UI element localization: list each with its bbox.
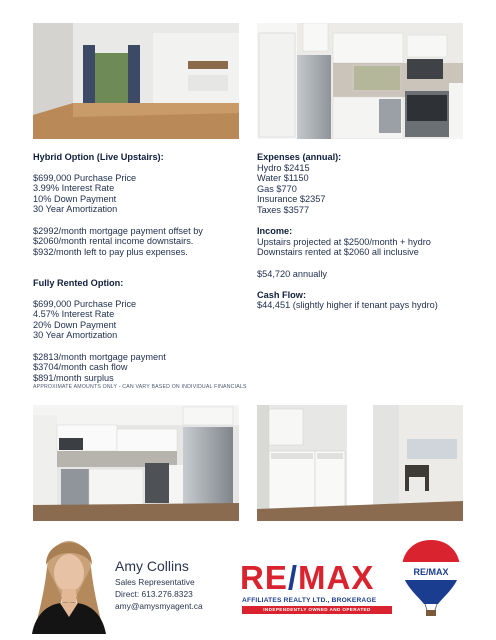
- basement-kitchen-photo: [33, 405, 239, 521]
- hybrid-line: 30 Year Amortization: [33, 204, 118, 215]
- agent-email[interactable]: amy@amysmyagent.ca: [115, 601, 203, 611]
- logo-max: MAX: [298, 559, 375, 596]
- income-annual: $54,720 annually: [257, 268, 327, 279]
- expense-line: Water $1150: [257, 173, 309, 184]
- income-line: Downstairs rented at $2060 all inclusive: [257, 247, 419, 258]
- rented-line: 30 Year Amortization: [33, 330, 118, 341]
- hybrid-line: 10% Down Payment: [33, 193, 117, 204]
- laundry-photo: [257, 405, 463, 521]
- rented-note: $891/month surplus: [33, 372, 114, 383]
- rented-line: 20% Down Payment: [33, 319, 117, 330]
- income-line: Upstairs projected at $2500/month + hydro: [257, 236, 431, 247]
- agent-name: Amy Collins: [115, 558, 189, 574]
- remax-logo: [240, 560, 392, 615]
- hybrid-note: $2060/month rental income downstairs.: [33, 236, 194, 247]
- hybrid-note: $2992/month mortgage payment offset by: [33, 225, 203, 236]
- hybrid-line: $699,000 Purchase Price: [33, 172, 137, 183]
- logo-re: RE: [240, 559, 288, 596]
- expense-line: Insurance $2357: [257, 194, 326, 205]
- balloon-text: RE/MAX: [413, 567, 449, 577]
- expense-line: Taxes $3577: [257, 204, 310, 215]
- expense-line: Gas $770: [257, 183, 297, 194]
- hybrid-heading: Hybrid Option (Live Upstairs):: [33, 152, 164, 162]
- rented-line: $699,000 Purchase Price: [33, 298, 137, 309]
- disclaimer: APPROXIMATE AMOUNTS ONLY - CAN VARY BASED ON INDIVIDUAL FINANCIALS: [33, 384, 247, 390]
- hot-air-balloon-logo: [400, 538, 462, 618]
- cashflow-heading: Cash Flow:: [257, 289, 307, 300]
- agent-title: Sales Representative: [115, 577, 195, 587]
- brokerage-name: AFFILIATES REALTY LTD., BROKERAGE: [242, 597, 377, 604]
- rented-heading: Fully Rented Option:: [33, 278, 124, 288]
- rented-line: 4.57% Interest Rate: [33, 309, 115, 320]
- rented-section: [33, 278, 245, 383]
- hybrid-note: $932/month left to pay plus expenses.: [33, 246, 188, 257]
- right-column: [257, 152, 467, 311]
- left-column: [33, 152, 245, 257]
- headshot-photo: [26, 527, 112, 634]
- remax-wordmark: [240, 560, 374, 596]
- cashflow-line: $44,451 (slightly higher if tenant pays hydro): [257, 300, 438, 311]
- tagline-bar: INDEPENDENTLY OWNED AND OPERATED: [242, 606, 392, 614]
- logo-slash: /: [287, 559, 299, 596]
- income-heading: Income:: [257, 226, 293, 237]
- expenses-heading: Expenses (annual):: [257, 152, 342, 162]
- kitchen-photo: [257, 23, 463, 139]
- expense-line: Hydro $2415: [257, 162, 310, 173]
- rented-note: $2813/month mortgage payment: [33, 351, 166, 362]
- agent-phone[interactable]: Direct: 613.276.8323: [115, 589, 193, 599]
- living-room-photo: [33, 23, 239, 139]
- rented-note: $3704/month cash flow: [33, 362, 128, 373]
- hybrid-line: 3.99% Interest Rate: [33, 183, 115, 194]
